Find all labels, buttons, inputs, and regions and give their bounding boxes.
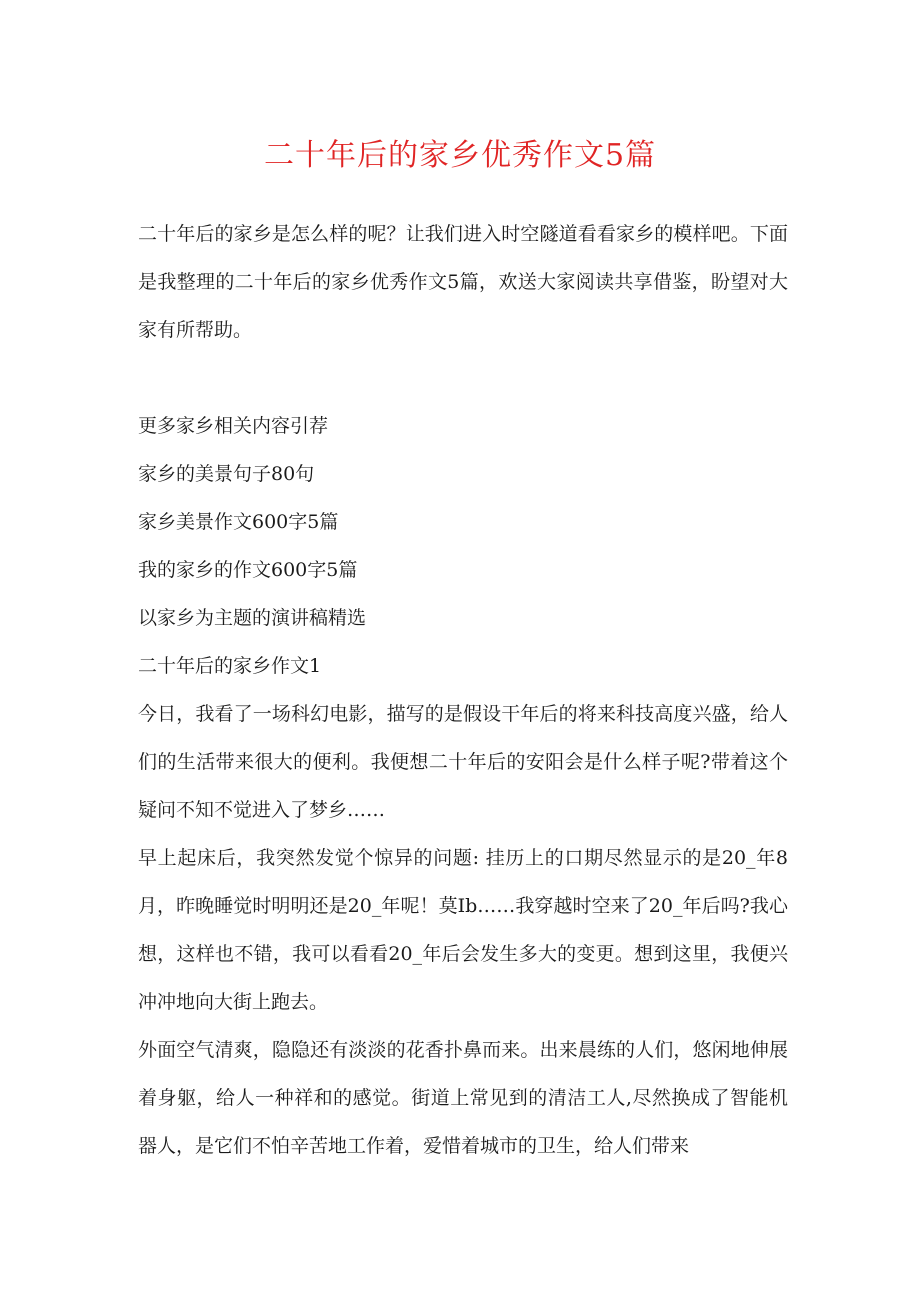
document-title: 二十年后的家乡优秀作文5篇 <box>263 138 657 173</box>
essay-paragraph-2: 早上起床后，我突然发觉个惊异的问题: 挂历上的口期尽然显示的是20_年8月，昨晚睡觉时明明还是20_年呢！莫Ib……我穿越时空来了20_年后吗?我心想，这样也不错，我可以看看20_年后会发生多大的变更。想到这里，我便兴冲冲地向大街上跑去。 <box>138 847 788 1013</box>
related-link-4[interactable]: 以家乡为主题的演讲稿精选 <box>138 607 367 629</box>
paragraph-spacer <box>138 354 788 402</box>
related-link-1[interactable]: 家乡的美景句子80句 <box>138 463 315 485</box>
essay-paragraph-3: 外面空气清爽，隐隐还有淡淡的花香扑鼻而来。出来晨练的人们，悠闲地伸展着身躯，给人一种祥和的感觉。街道上常见到的清洁工人,尽然换成了智能机器人，是它们不怕辛苦地工作着，爱惜着城市的卫生，给人们带来 <box>138 1039 788 1157</box>
related-heading: 更多家乡相关内容引荐 <box>138 415 329 437</box>
related-link-3[interactable]: 我的家乡的作文600字5篇 <box>138 559 358 581</box>
related-link-2[interactable]: 家乡美景作文600字5篇 <box>138 511 339 533</box>
essay-title: 二十年后的家乡作文1 <box>138 655 322 677</box>
essay-paragraph-1: 今日，我看了一场科幻电影，描写的是假设干年后的将来科技高度兴盛，给人们的生活带来很大的便利。我便想二十年后的安阳会是什么样子呢?带着这个疑问不知不觉进入了梦乡…… <box>138 703 788 821</box>
intro-paragraph: 二十年后的家乡是怎么样的呢？让我们进入时空隧道看看家乡的模样吧。下面是我整理的二十年后的家乡优秀作文5篇，欢送大家阅读共享借鉴，盼望对大家有所帮助。 <box>138 223 788 341</box>
document-body <box>138 210 788 1170</box>
